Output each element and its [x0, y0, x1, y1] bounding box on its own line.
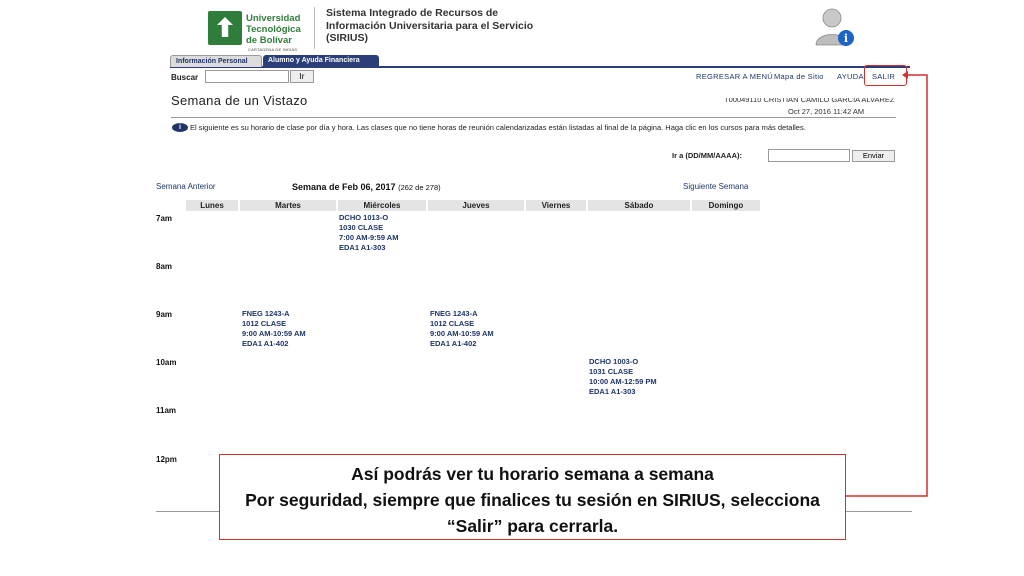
day-header-martes: Martes — [240, 200, 336, 211]
university-logo — [208, 11, 308, 52]
return-to-menu-link[interactable]: REGRESAR A MENÚ — [696, 72, 774, 81]
callout-line-2: Por seguridad, siempre que finalices tu sesión en SIRIUS, selecciona — [245, 490, 820, 510]
day-header-lunes: Lunes — [186, 200, 238, 211]
day-header-sabado: Sábado — [588, 200, 690, 211]
user-info-icon — [812, 5, 856, 49]
user-identity-text: T00049110 CRISTIAN CAMILO GARCIA ALVAREZ — [724, 98, 895, 104]
search-label: Buscar — [171, 73, 199, 82]
sitemap-link[interactable]: Mapa de Sitio — [774, 72, 824, 81]
week-title-text: Semana de Feb 06, 2017 — [292, 182, 396, 192]
class-block-dcho-1013[interactable]: DCHO 1013-O 1030 CLASE 7:00 AM-9:59 AM EDA1 A1-303 — [339, 213, 399, 252]
info-icon: i — [172, 123, 188, 132]
class-block-dcho-1003[interactable]: DCHO 1003-O 1031 CLASE 10:00 AM-12:59 PM EDA1 A1-303 — [589, 357, 657, 396]
tab-bar — [170, 55, 910, 68]
exit-link[interactable]: SALIR — [872, 72, 896, 81]
callout-line-3: “Salir” para cerrarla. — [446, 516, 619, 536]
day-header-jueves: Jueves — [428, 200, 524, 211]
hour-label: 10am — [156, 358, 177, 367]
week-count: (262 de 278) — [398, 183, 441, 192]
palm-tree-icon — [208, 11, 242, 45]
divider — [171, 117, 896, 118]
search-go-button[interactable]: Ir — [290, 70, 314, 83]
page-title: Semana de un Vistazo — [171, 93, 308, 108]
week-title — [292, 182, 441, 192]
hour-label: 11am — [156, 406, 177, 415]
logo-tagline: CARTAGENA DE INDIAS — [248, 47, 298, 52]
goto-date-input[interactable] — [768, 149, 850, 162]
class-block-fneg-1243-jueves[interactable]: FNEG 1243-A 1012 CLASE 9:00 AM-10:59 AM EDA1 A1-402 — [430, 309, 494, 348]
hour-label: 9am — [156, 310, 173, 319]
day-header-miercoles: Miércoles — [338, 200, 426, 211]
help-link[interactable]: AYUDA — [837, 72, 864, 81]
logo-name: Universidad Tecnológica de Bolívar — [246, 13, 301, 46]
annotation-callout — [219, 454, 846, 540]
tab-alumno-ayuda-financiera[interactable]: Alumno y Ayuda Financiera — [263, 55, 379, 67]
class-block-fneg-1243-martes[interactable]: FNEG 1243-A 1012 CLASE 9:00 AM-10:59 AM EDA1 A1-402 — [242, 309, 306, 348]
day-header-domingo: Domingo — [692, 200, 760, 211]
next-week-link[interactable]: Siguiente Semana — [683, 182, 749, 191]
search-input[interactable] — [205, 70, 289, 83]
header — [208, 5, 908, 51]
svg-text:i: i — [843, 32, 849, 45]
previous-week-link[interactable]: Semana Anterior — [156, 182, 216, 191]
user-identity — [724, 98, 896, 106]
tab-informacion-personal[interactable]: Información Personal — [170, 55, 262, 67]
hour-label: 7am — [156, 214, 173, 223]
day-header-viernes: Viernes — [526, 200, 586, 211]
session-datetime: Oct 27, 2016 11:42 AM — [788, 107, 865, 116]
header-divider — [314, 7, 315, 49]
hour-label: 8am — [156, 262, 173, 271]
salir-highlight-box — [864, 65, 907, 86]
info-text: El siguiente es su horario de clase por día y hora. Las clases que no tiene horas de reunión calendarizadas están listadas al final de la página. Haga clic en los cursos para más detalles. — [190, 123, 806, 132]
goto-date-label: Ir a (DD/MM/AAAA): — [672, 151, 742, 160]
system-title: Sistema Integrado de Recursos de Información Universitaria para el Servicio (SIRIUS) — [326, 7, 534, 44]
callout-line-1: Así podrás ver tu horario semana a semana — [351, 464, 714, 484]
send-button[interactable]: Enviar — [852, 150, 895, 162]
hour-label: 12pm — [156, 455, 177, 464]
